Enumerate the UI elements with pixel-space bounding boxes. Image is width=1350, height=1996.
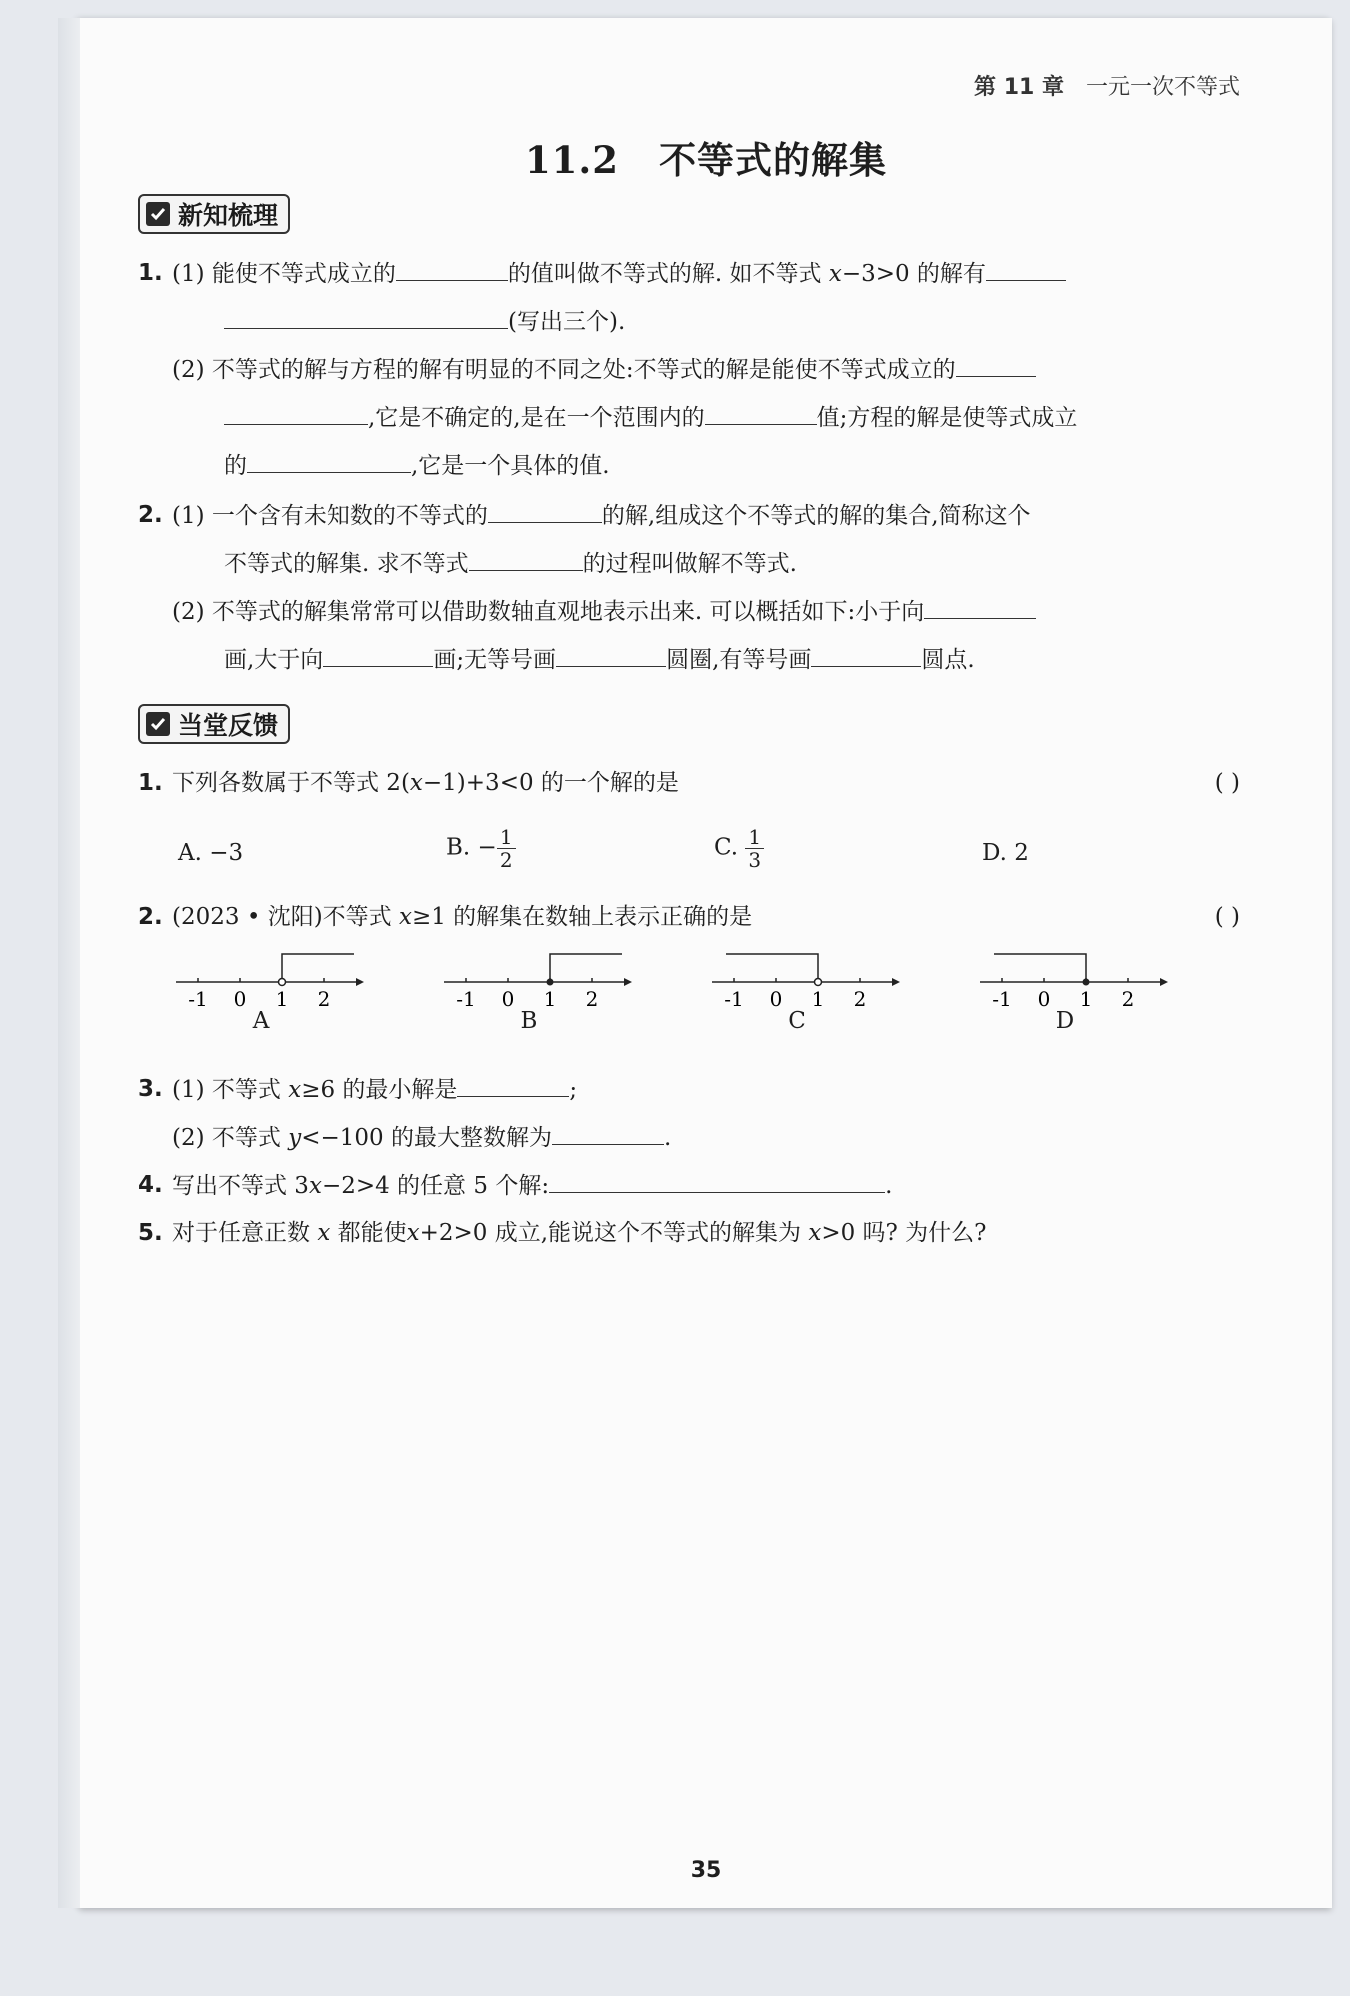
chapter-header <box>974 70 1240 101</box>
answer-paren[interactable]: ( ) <box>1214 770 1240 796</box>
answer-blank[interactable] <box>986 258 1066 281</box>
tick-label: 2 <box>1121 987 1135 1008</box>
option-label: B. <box>446 834 471 861</box>
question-number: 2. <box>138 502 163 528</box>
option-sign: − <box>477 834 497 861</box>
text: 画;无等号画 <box>433 647 557 673</box>
tick-label: 1 <box>275 987 289 1008</box>
answer-blank[interactable] <box>956 354 1036 377</box>
variable: y <box>288 1125 302 1151</box>
answer-blank[interactable] <box>705 402 817 425</box>
text: ≥1 的解集在数轴上表示正确的是 <box>411 904 753 930</box>
text: 的解,组成这个不等式的解的集合,简称这个 <box>601 503 1031 529</box>
option-caption: D <box>1055 1008 1075 1034</box>
answer-blank[interactable] <box>247 450 411 473</box>
answer-blank[interactable] <box>224 306 508 329</box>
variable: x <box>808 1220 822 1246</box>
tick-label: 1 <box>811 987 825 1008</box>
fraction <box>745 826 764 871</box>
text: 圆圈,有等号画 <box>666 647 812 673</box>
tick-label: 0 <box>501 987 515 1008</box>
numerator: 1 <box>497 826 516 849</box>
option-b[interactable] <box>446 826 516 871</box>
tick-label: 1 <box>1079 987 1093 1008</box>
text: (2) 不等式 <box>172 1125 281 1151</box>
text: ≥6 的最小解是 <box>301 1077 458 1103</box>
chapter-title: 一元一次不等式 <box>1085 75 1240 100</box>
text: <−100 的最大整数解为 <box>301 1125 552 1151</box>
text: −3>0 的解有 <box>841 261 986 287</box>
option-value: −3 <box>209 840 244 866</box>
answer-blank[interactable] <box>469 548 583 571</box>
section-number: 11.2 <box>524 138 620 182</box>
option-value: 2 <box>1014 840 1029 866</box>
section-label: 当堂反馈 <box>178 711 279 740</box>
answer-blank[interactable] <box>552 1122 664 1145</box>
text: ,它是一个具体的值. <box>411 453 610 479</box>
text: 圆点. <box>921 647 975 673</box>
text: 写出不等式 3 <box>172 1173 309 1199</box>
text: +2>0 成立,能说这个不等式的解集为 <box>419 1220 802 1246</box>
variable: x <box>317 1220 331 1246</box>
answer-blank[interactable] <box>396 258 508 281</box>
text: (1) 能使不等式成立的 <box>172 261 396 287</box>
page-title <box>80 130 1332 184</box>
number-line-option-b[interactable] <box>444 948 634 1048</box>
text: 下列各数属于不等式 2( <box>172 770 410 796</box>
section-heading-new-knowledge <box>138 194 290 234</box>
text: (2) 不等式的解集常常可以借助数轴直观地表示出来. 可以概括如下:小于向 <box>172 599 925 625</box>
option-label: D. <box>982 840 1007 866</box>
option-caption: C <box>788 1008 806 1034</box>
text: (写出三个). <box>508 309 626 335</box>
tick-label: 0 <box>233 987 247 1008</box>
option-label: A. <box>178 840 202 866</box>
answer-blank[interactable] <box>811 644 921 667</box>
number-line-option-a[interactable] <box>176 948 366 1048</box>
text: 值;方程的解是使等式成立 <box>816 405 1078 431</box>
section-title: 不等式的解集 <box>659 138 888 182</box>
tick-label: 2 <box>585 987 599 1008</box>
text: 的过程叫做解不等式. <box>582 551 797 577</box>
tick-label: 1 <box>543 987 557 1008</box>
question-number: 5. <box>138 1220 163 1246</box>
answer-blank[interactable] <box>488 500 602 523</box>
text: 的 <box>224 453 247 479</box>
number-line-option-c[interactable] <box>712 948 902 1048</box>
text: 画,大于向 <box>224 647 324 673</box>
tick-label: -1 <box>456 987 476 1008</box>
text: −1)+3<0 的一个解的是 <box>422 770 679 796</box>
tick-label: -1 <box>992 987 1012 1008</box>
tick-label: 2 <box>853 987 867 1008</box>
question-number: 2. <box>138 904 163 930</box>
answer-blank[interactable] <box>457 1074 569 1097</box>
text: (2) 不等式的解与方程的解有明显的不同之处:不等式的解是能使不等式成立的 <box>172 357 956 383</box>
text: 对于任意正数 <box>172 1220 310 1246</box>
question-number: 3. <box>138 1076 163 1102</box>
numerator: 1 <box>745 826 764 849</box>
text: −2>4 的任意 5 个解: <box>321 1173 550 1199</box>
option-caption: A <box>252 1008 270 1034</box>
answer-blank[interactable] <box>549 1170 885 1193</box>
variable: x <box>409 770 423 796</box>
option-d[interactable] <box>982 840 1029 866</box>
option-a[interactable] <box>178 840 243 866</box>
option-label: C. <box>714 834 739 861</box>
text: . <box>663 1125 672 1151</box>
tick-label: 0 <box>769 987 783 1008</box>
denominator: 2 <box>499 848 513 872</box>
answer-blank[interactable] <box>924 596 1036 619</box>
chapter-label: 第 11 章 <box>974 75 1064 100</box>
page-number: 35 <box>690 1858 722 1883</box>
denominator: 3 <box>748 848 762 872</box>
number-line-option-d[interactable] <box>980 948 1170 1048</box>
section-label: 新知梳理 <box>178 201 279 230</box>
question-number: 1. <box>138 260 163 286</box>
text: >0 吗? 为什么? <box>821 1220 987 1246</box>
text: 的值叫做不等式的解. 如不等式 <box>507 261 822 287</box>
text: (1) 不等式 <box>172 1077 281 1103</box>
answer-blank[interactable] <box>323 644 433 667</box>
variable: x <box>406 1220 420 1246</box>
variable: x <box>398 904 412 930</box>
text: ,它是不确定的,是在一个范围内的 <box>368 405 705 431</box>
text: . <box>885 1173 893 1199</box>
answer-blank[interactable] <box>556 644 666 667</box>
checkbox-icon <box>146 712 170 736</box>
variable: x <box>828 261 842 287</box>
text: (1) 一个含有未知数的不等式的 <box>172 503 488 529</box>
answer-paren[interactable]: ( ) <box>1214 904 1240 930</box>
answer-blank[interactable] <box>224 402 368 425</box>
variable: x <box>308 1173 322 1199</box>
section-heading-classroom-feedback <box>138 704 290 744</box>
tick-label: 0 <box>1037 987 1051 1008</box>
question-number: 4. <box>138 1172 163 1198</box>
text: 都能使 <box>337 1220 407 1246</box>
text: 不等式的解集. 求不等式 <box>224 551 469 577</box>
fraction <box>497 826 516 871</box>
tick-label: -1 <box>188 987 208 1008</box>
tick-label: -1 <box>724 987 744 1008</box>
checkbox-icon <box>146 202 170 226</box>
tick-label: 2 <box>317 987 331 1008</box>
text: (2023 • 沈阳)不等式 <box>172 904 392 930</box>
question-number: 1. <box>138 770 163 796</box>
option-caption: B <box>520 1008 538 1034</box>
variable: x <box>288 1077 302 1103</box>
worksheet-page <box>80 18 1332 1908</box>
text: ; <box>569 1077 578 1103</box>
option-c[interactable] <box>714 826 764 871</box>
